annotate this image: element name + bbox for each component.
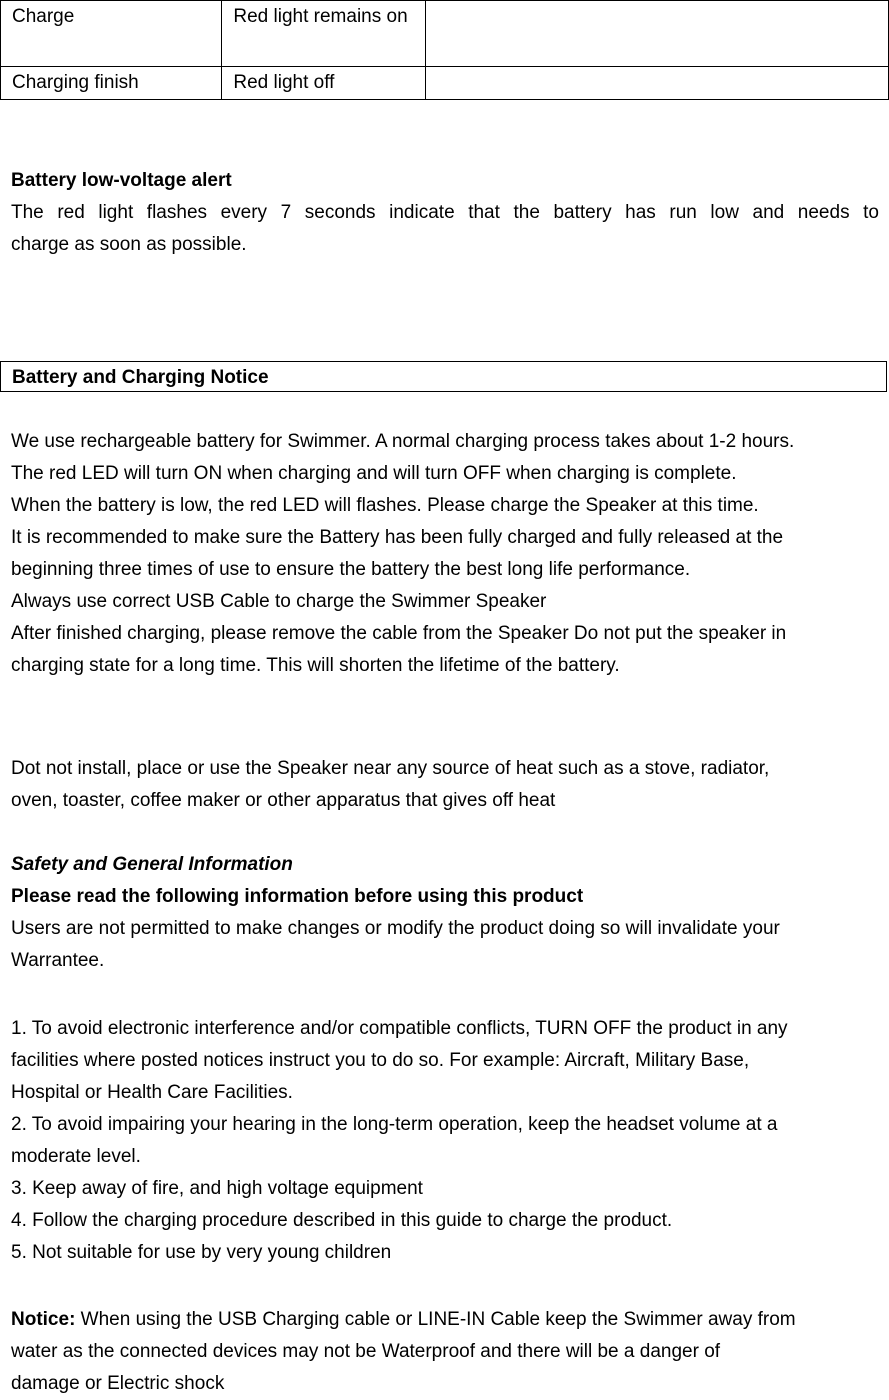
notice-line: The red LED will turn ON when charging and will turn OFF when charging is complete. (11, 463, 737, 484)
safety-subtitle: Please read the following information before using this product (11, 886, 584, 907)
safety-item-line: 1. To avoid electronic interference and/or compatible conflicts, TURN OFF the product in any (11, 1018, 788, 1039)
safety-item-line: 4. Follow the charging procedure described in this guide to charge the product. (11, 1210, 673, 1231)
final-notice-line: water as the connected devices may not be Waterproof and there will be a danger of (11, 1341, 721, 1362)
table-row (1, 1, 889, 67)
state-cell: Charging finish (1, 67, 222, 100)
notice-text: When using the USB Charging cable or LINE-IN Cable keep the Swimmer away from (75, 1309, 796, 1330)
notice-label: Notice: (11, 1309, 76, 1330)
led-status-table (0, 0, 889, 100)
safety-item-line: 5. Not suitable for use by very young children (11, 1242, 392, 1263)
notice-line: beginning three times of use to ensure the battery the best long life performance. (11, 559, 691, 580)
safety-item-line: Hospital or Health Care Facilities. (11, 1082, 293, 1103)
heat-warning-line: Dot not install, place or use the Speaker near any source of heat such as a stove, radiator, (11, 758, 770, 779)
notice-line: It is recommended to make sure the Battery has been fully charged and fully released at the (11, 527, 784, 548)
charging-notice-heading: Battery and Charging Notice (12, 367, 269, 388)
safety-intro-line: Warrantee. (11, 950, 105, 971)
low-voltage-section (11, 165, 879, 261)
safety-item-line: moderate level. (11, 1146, 141, 1167)
notice-line: We use rechargeable battery for Swimmer. A normal charging process takes about 1-2 hours. (11, 431, 795, 452)
safety-title: Safety and General Information (11, 854, 293, 875)
state-cell: Charge (1, 1, 222, 67)
final-notice (11, 1304, 879, 1400)
safety-intro-line: Users are not permitted to make changes or modify the product doing so will invalidate your (11, 918, 780, 939)
notice-line: charging state for a long time. This will shorten the lifetime of the battery. (11, 655, 620, 676)
indicator-cell: Red light off (222, 67, 426, 100)
indicator-cell: Red light remains on (222, 1, 426, 67)
notice-line: After finished charging, please remove the cable from the Speaker Do not put the speaker in (11, 623, 787, 644)
final-notice-line: damage or Electric shock (11, 1373, 225, 1394)
safety-items (11, 1013, 879, 1269)
low-voltage-text-line: charge as soon as possible. (11, 234, 247, 255)
heat-warning (11, 753, 879, 817)
safety-section (11, 849, 879, 977)
notice-line: When the battery is low, the red LED will flashes. Please charge the Speaker at this time. (11, 495, 759, 516)
charging-notice-body (11, 426, 879, 682)
note-cell (426, 1, 889, 67)
notice-line: Always use correct USB Cable to charge the Swimmer Speaker (11, 591, 547, 612)
table-row (1, 67, 889, 100)
safety-item-line: 3. Keep away of fire, and high voltage equipment (11, 1178, 423, 1199)
heat-warning-line: oven, toaster, coffee maker or other apparatus that gives off heat (11, 790, 556, 811)
note-cell (426, 67, 889, 100)
low-voltage-text-line: The red light flashes every 7 seconds indicate that the battery has run low and needs to (11, 202, 879, 223)
safety-item-line: 2. To avoid impairing your hearing in the long-term operation, keep the headset volume at a (11, 1114, 778, 1135)
final-notice-line (11, 1304, 879, 1336)
charging-notice-heading-box (0, 361, 887, 392)
low-voltage-heading: Battery low-voltage alert (11, 170, 232, 191)
safety-item-line: facilities where posted notices instruct you to do so. For example: Aircraft, Military Base, (11, 1050, 750, 1071)
